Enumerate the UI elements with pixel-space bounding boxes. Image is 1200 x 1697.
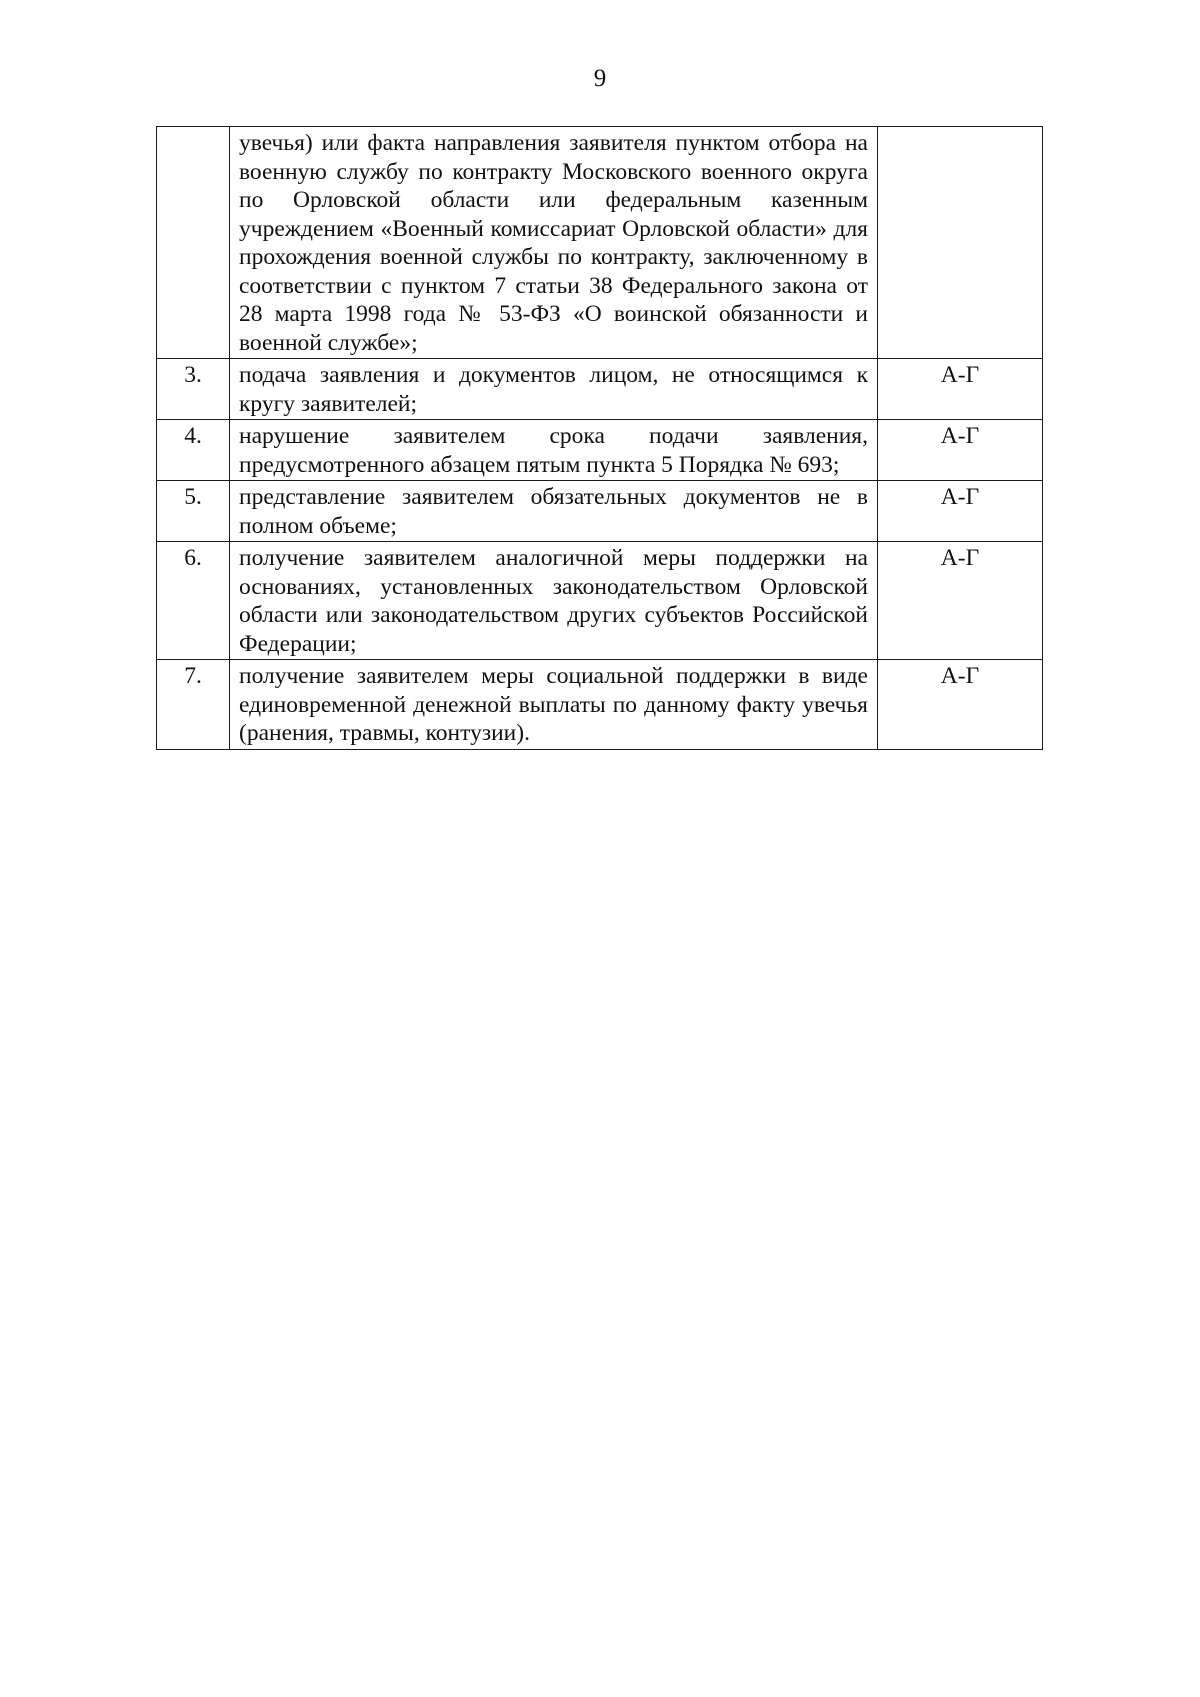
row-text: подача заявления и документов лицом, не относящимся к кругу заявителей;	[230, 359, 878, 420]
table-row	[157, 542, 1043, 660]
row-number: 4.	[157, 420, 230, 481]
row-code: А-Г	[878, 542, 1043, 660]
row-number: 6.	[157, 542, 230, 660]
row-code	[878, 127, 1043, 359]
row-code: А-Г	[878, 359, 1043, 420]
table-row	[157, 481, 1043, 542]
row-code: А-Г	[878, 660, 1043, 750]
row-text: получение заявителем аналогичной меры поддержки на основаниях, установленных законодательством Орловской области или законодательством других субъектов Российской Федерации;	[230, 542, 878, 660]
table-row	[157, 660, 1043, 750]
row-number	[157, 127, 230, 359]
row-code: А-Г	[878, 420, 1043, 481]
row-number: 3.	[157, 359, 230, 420]
row-text: получение заявителем меры социальной поддержки в виде единовременной денежной выплаты по данному факту увечья (ранения, травмы, контузии).	[230, 660, 878, 750]
row-text: нарушение заявителем срока подачи заявления, предусмотренного абзацем пятым пункта 5 Порядка № 693;	[230, 420, 878, 481]
table-row	[157, 127, 1043, 359]
row-text: представление заявителем обязательных документов не в полном объеме;	[230, 481, 878, 542]
row-number: 7.	[157, 660, 230, 750]
grounds-table	[156, 126, 1043, 750]
table-row	[157, 420, 1043, 481]
page-number: 9	[593, 65, 607, 92]
row-text: увечья) или факта направления заявителя пунктом отбора на военную службу по контракту Московского военного округа по Орловской области или федеральным казенным учреждением «Военный комиссариат Орловской области» для прохождения военной службы по контракту, заключенному в соответствии с пунктом 7 статьи 38 Федерального закона от 28 марта 1998 года № 53-ФЗ «О воинской обязанности и военной службе»;	[230, 127, 878, 359]
row-number: 5.	[157, 481, 230, 542]
row-code: А-Г	[878, 481, 1043, 542]
table-row	[157, 359, 1043, 420]
